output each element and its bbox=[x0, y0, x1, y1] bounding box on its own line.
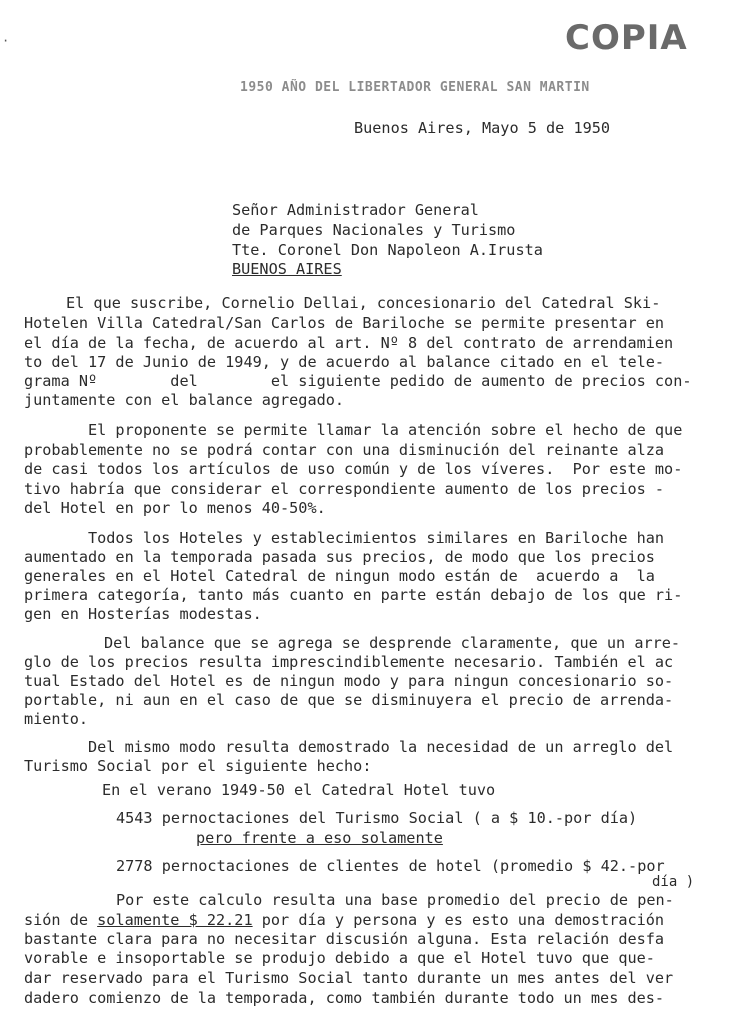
paragraph-line: Turismo Social por el siguiente hecho: bbox=[24, 757, 372, 775]
copia-stamp: COPIA bbox=[565, 18, 688, 58]
address-city: BUENOS AIRES bbox=[232, 260, 342, 278]
paragraph-line bbox=[24, 910, 664, 930]
paragraph-line: juntamente con el balance agregado. bbox=[24, 391, 345, 409]
date-line: Buenos Aires, Mayo 5 de 1950 bbox=[354, 119, 611, 137]
stat-dia-suffix: día ) bbox=[652, 874, 695, 890]
stat-hotel-line: 2778 pernoctaciones de clientes de hotel (promedio $ 42.-por bbox=[116, 857, 665, 875]
paragraph-line: glo de los precios resulta imprescindiblemente necesario. También el ac bbox=[24, 653, 674, 671]
text-segment: sión de bbox=[24, 911, 98, 929]
paragraph-line: de casi todos los artículos de uso común y de los víveres. Por este mo- bbox=[24, 460, 683, 478]
paragraph-line: Del balance que se agrega se desprende claramente, que un arre- bbox=[104, 634, 681, 652]
paragraph-line: aumentado en la temporada pasada sus precios, de modo que los precios bbox=[24, 548, 655, 566]
stat-contrast-line: pero frente a eso solamente bbox=[196, 829, 443, 847]
paragraph-line: Del mismo modo resulta demostrado la necesidad de un arreglo del bbox=[88, 738, 674, 756]
paragraph-line: primera categoría, tanto más cuanto en parte están debajo de los que ri- bbox=[24, 586, 683, 604]
paragraph-line: grama Nº del el siguiente pedido de aumento de precios con- bbox=[24, 372, 692, 390]
paragraph-line: Todos los Hoteles y establecimientos similares en Bariloche han bbox=[88, 529, 665, 547]
letterhead: 1950 AÑO DEL LIBERTADOR GENERAL SAN MARTIN bbox=[240, 80, 590, 95]
paragraph-line: dadero comienzo de la temporada, como también durante todo un mes des- bbox=[24, 989, 665, 1007]
address-line: Señor Administrador General bbox=[232, 201, 479, 219]
paragraph-line: gen en Hosterías modestas. bbox=[24, 605, 262, 623]
paragraph-line: to del 17 de Junio de 1949, y de acuerdo al balance citado en el tele- bbox=[24, 353, 665, 371]
address-line: de Parques Nacionales y Turismo bbox=[232, 221, 516, 239]
paragraph-line: dar reservado para el Turismo Social tanto durante un mes antes del ver bbox=[24, 969, 674, 987]
address-line: Tte. Coronel Don Napoleon A.Irusta bbox=[232, 241, 543, 259]
paragraph-line: miento. bbox=[24, 710, 89, 728]
paragraph-line: vorable e insoportable se produjo debido a que el Hotel tuvo que que- bbox=[24, 949, 655, 967]
paragraph-line: tivo habría que considerar el correspondiente aumento de los precios - bbox=[24, 480, 665, 498]
corner-mark: · bbox=[2, 34, 10, 48]
average-price-highlight: solamente $ 22.21 bbox=[97, 911, 253, 929]
paragraph-line: generales en el Hotel Catedral de ningun modo están de acuerdo a la bbox=[24, 567, 655, 585]
paragraph-line: el día de la fecha, de acuerdo al art. Nº 8 del contrato de arrendamien bbox=[24, 334, 674, 352]
stat-social-line: 4543 pernoctaciones del Turismo Social ( a $ 10.-por día) bbox=[116, 809, 638, 827]
paragraph-line: del Hotel en por lo menos 40-50%. bbox=[24, 499, 326, 517]
paragraph-line: El proponente se permite llamar la atención sobre el hecho de que bbox=[88, 421, 683, 439]
text-segment: por día y persona y es esto una demostración bbox=[252, 911, 665, 929]
paragraph-line: probablemente no se podrá contar con una disminución del reinante alza bbox=[24, 441, 665, 459]
paragraph-line: portable, ni aun en el caso de que se disminuyera el precio de arrenda- bbox=[24, 691, 674, 709]
paragraph-line: El que suscribe, Cornelio Dellai, concesionario del Catedral Ski- bbox=[66, 294, 661, 312]
paragraph-line: bastante clara para no necesitar discusión alguna. Esta relación desfa bbox=[24, 930, 665, 948]
paragraph-line: Por este calculo resulta una base promedio del precio de pen- bbox=[116, 891, 674, 909]
paragraph-line: Hotelen Villa Catedral/San Carlos de Bariloche se permite presentar en bbox=[24, 314, 665, 332]
summer-intro: En el verano 1949-50 el Catedral Hotel tuvo bbox=[102, 781, 496, 799]
paragraph-line: tual Estado del Hotel es de ningun modo y para ningun concesionario so- bbox=[24, 672, 674, 690]
